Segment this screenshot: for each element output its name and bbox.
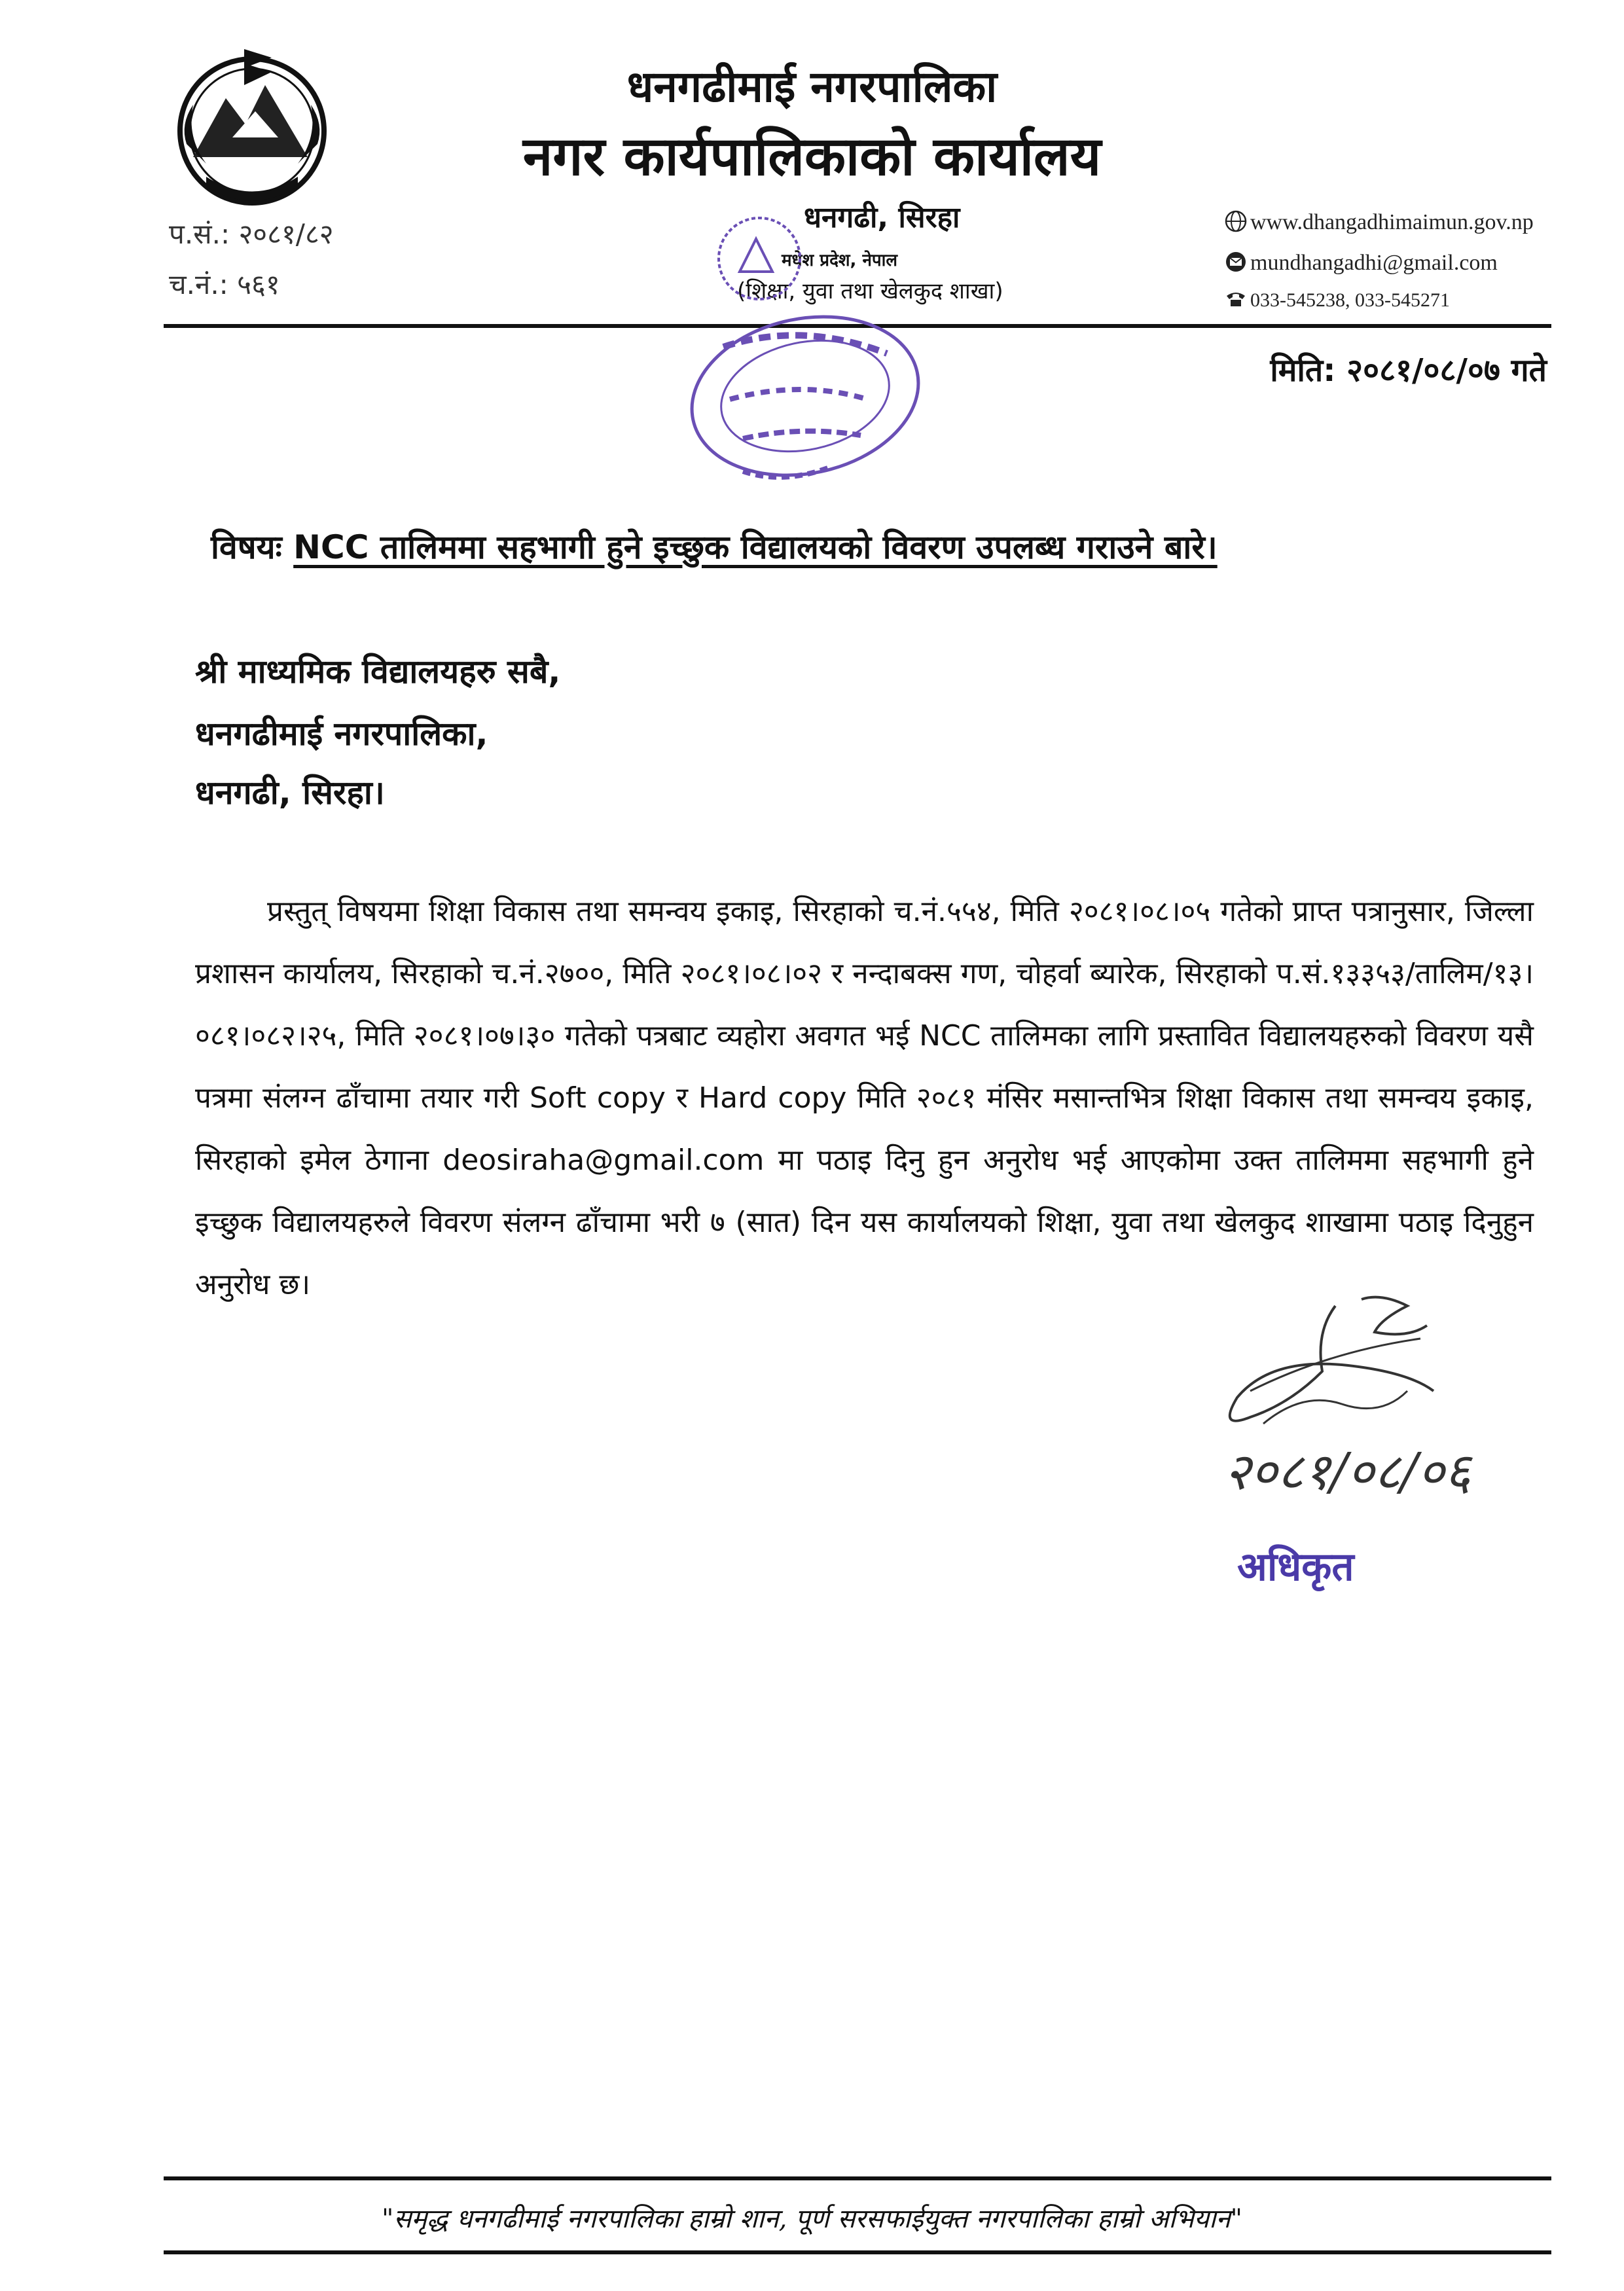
globe-icon — [1224, 209, 1248, 233]
municipality-name: धनगढीमाई नगरपालिका — [626, 62, 998, 112]
section-stamp-icon — [710, 209, 808, 308]
phone-icon — [1224, 287, 1248, 310]
subject-label: विषयः — [211, 528, 282, 566]
office-name: नगर कार्यपालिकाको कार्यालय — [522, 126, 1102, 188]
patra-sankhya: प.सं.: २०८१/८२ — [169, 218, 334, 250]
website-text: www.dhangadhimaimun.gov.np — [1250, 210, 1534, 234]
section-name: (शिक्षा, युवा तथा खेलकुद शाखा) — [737, 278, 1003, 304]
officer-title: अधिकृत — [1237, 1544, 1354, 1590]
addressee-line-2: धनगढीमाई नगरपालिका, — [195, 715, 488, 753]
email-text: mundhangadhi@gmail.com — [1250, 251, 1498, 275]
subject-text: NCC तालिममा सहभागी हुने इच्छुक विद्यालयको विवरण उपलब्ध गराउने बारे। — [293, 528, 1218, 566]
letter-subject — [211, 524, 1218, 568]
handwritten-signature — [1211, 1293, 1538, 1502]
email-icon — [1224, 250, 1248, 274]
letter-date: मिति: २०८१/०८/०७ गते — [1270, 352, 1547, 389]
footer-divider-top — [164, 2176, 1551, 2180]
email-line — [1224, 250, 1498, 276]
addressee-line-1: श्री माध्यमिक विद्यालयहरु सबै, — [195, 653, 561, 691]
letter-body: प्रस्तुत् विषयमा शिक्षा विकास तथा समन्वय इकाइ, सिरहाको च.नं.५५४, मिति २०८१।०८।०५ गतेको प्राप्त पत्रानुसार, जिल्ला प्रशासन कार्यालय, सिरहाको च.नं.२७००, मिति २०८१।०८।०२ र नन्दाबक्स गण, चोहर्वा ब्यारेक, सिरहाको प.सं.१३३५३/तालिम/१३।०८१।०८२।२५, मिति २०८१।०७।३० गतेको पत्रबाट व्यहोरा अवगत भई NCC तालिमका लागि प्रस्तावित विद्यालयहरुको विवरण यसै पत्रमा संलग्न ढाँचामा तयार गरी Soft copy र Hard copy मिति २०८१ मंसिर मसान्तभित्र शिक्षा विकास तथा समन्वय इकाइ, सिरहाको इमेल ठेगाना deosiraha@gmail.com मा पठाइ दिनु हुन अनुरोध भई आएकोमा उक्त तालिममा सहभागी हुने इच्छुक विद्यालयहरुले विवरण संलग्न ढाँचामा भरी ७ (सात) दिन यस कार्यालयको शिक्षा, युवा तथा खेलकुद शाखामा पठाइ दिनुहुन अनुरोध छ। — [195, 895, 1534, 1301]
office-stamp-icon — [671, 308, 939, 491]
footer-divider-bottom — [164, 2250, 1551, 2254]
office-location: धनगढी, सिरहा — [804, 201, 960, 234]
addressee-line-3: धनगढी, सिरहा। — [195, 774, 385, 812]
footer-slogan: "समृद्ध धनगढीमाई नगरपालिका हाम्रो शान, पूर्ण सरसफाईयुक्त नगरपालिका हाम्रो अभियान" — [381, 2204, 1243, 2234]
chalani-number: च.नं.: ५६१ — [169, 268, 280, 300]
province-name: मधेश प्रदेश, नेपाल — [782, 251, 898, 270]
website-line — [1224, 209, 1534, 235]
phone-line — [1224, 287, 1450, 312]
phone-text: 033-545238, 033-545271 — [1250, 289, 1450, 311]
svg-text:२०८१/०८/०६: २०८१/०८/०६ — [1224, 1443, 1471, 1502]
